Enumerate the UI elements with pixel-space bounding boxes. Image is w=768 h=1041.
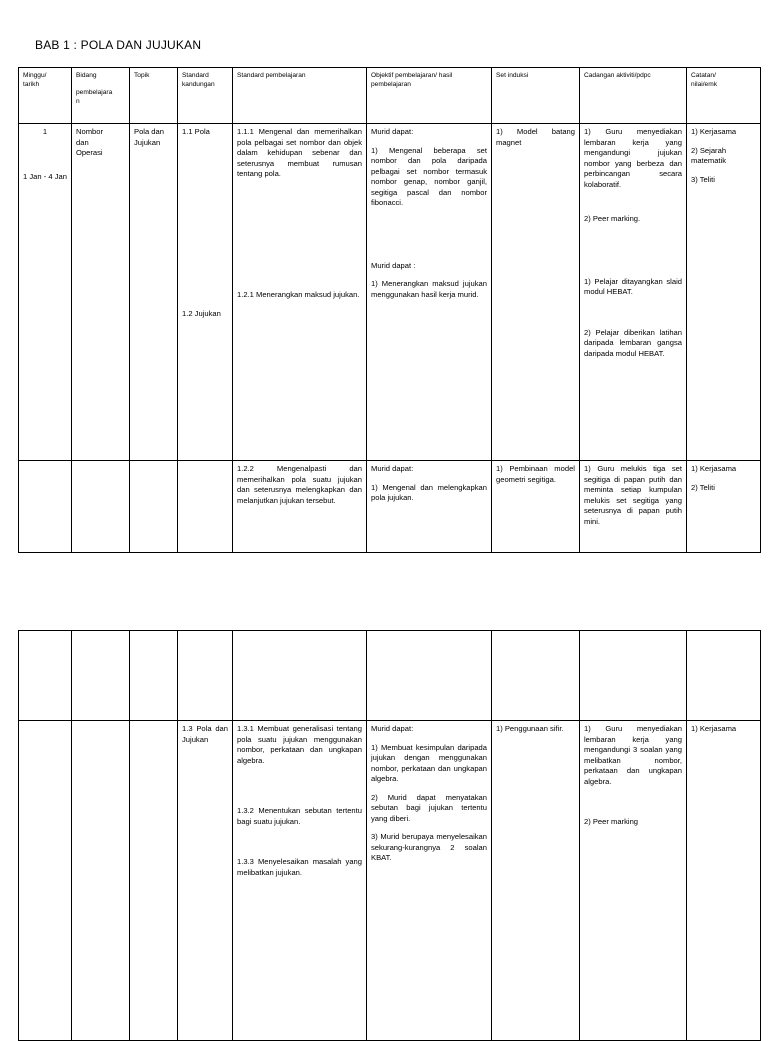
bidang-cell: Nombor dan Operasi: [72, 124, 130, 461]
cadangan-cell: 1) Guru menyediakan lembaran kerja yang mengandungi 3 soalan yang melibatkan nombor, perkataan dan ungkapan algebra. 2) Peer marking: [580, 721, 687, 1041]
objektif-cell: Murid dapat: 1) Mengenal beberapa set nombor dan pola daripada pelbagai set nombor termasuk nombor genap, nombor ganjil, segitiga pascal dan nombor fibonacci. Murid dapat : 1) Menerangkan maksud jujukan menggunakan hasil kerja murid.: [367, 124, 492, 461]
catatan-cell: 1) Kerjasama: [687, 721, 761, 1041]
table-row: [19, 124, 761, 461]
page-title: BAB 1 : POLA DAN JUJUKAN: [35, 38, 202, 52]
standard-pembelajaran-cell: 1.2.2 Mengenalpasti dan memerihalkan pola suatu jujukan dan seterusnya melengkapkan dan melanjutkan jujukan tersebut.: [233, 461, 367, 553]
header-minggu: Minggu/ tarikh: [19, 68, 72, 124]
standard-pembelajaran-cell: 1.1.1 Mengenal dan memerihalkan pola pelbagai set nombor dan objek dalam kehidupan sebenar dan seterusnya membuat rumusan tentang pola. 1.2.1 Menerangkan maksud jujukan.: [233, 124, 367, 461]
week-cell: 1 1 Jan - 4 Jan: [19, 124, 72, 461]
standard-kandungan-cell: 1.3 Pola dan Jujukan: [178, 721, 233, 1041]
table-row: [19, 721, 761, 1041]
standard-kandungan-cell: 1.1 Pola 1.2 Jujukan: [178, 124, 233, 461]
header-topik: Topik: [130, 68, 178, 124]
empty-row: [19, 631, 761, 721]
catatan-cell: 1) Kerjasama 2) Teliti: [687, 461, 761, 553]
cadangan-cell: 1) Guru melukis tiga set segitiga di papan putih dan meminta setiap kumpulan melukis set segitiga yang seterusnya di papan putih mini.: [580, 461, 687, 553]
header-bidang: Bidang pembelajara n: [72, 68, 130, 124]
header-standard-pembelajaran: Standard pembelajaran: [233, 68, 367, 124]
header-cadangan: Cadangan aktiviti/pdpc: [580, 68, 687, 124]
header-standard-kandungan: Standard kandungan: [178, 68, 233, 124]
set-induksi-cell: 1) Model batang magnet: [492, 124, 580, 461]
lesson-plan-table: [18, 67, 761, 553]
header-catatan: Catatan/ nilai/emk: [687, 68, 761, 124]
set-induksi-cell: 1) Pembinaan model geometri segitiga.: [492, 461, 580, 553]
catatan-cell: 1) Kerjasama 2) Sejarah matematik 3) Teliti: [687, 124, 761, 461]
lesson-plan-table-continued: [18, 630, 761, 1041]
standard-pembelajaran-cell: 1.3.1 Membuat generalisasi tentang pola suatu jujukan menggunakan nombor, perkataan dan ungkapan algebra. 1.3.2 Menentukan sebutan tertentu bagi suatu jujukan. 1.3.3 Menyelesaikan masalah yang melibatkan jujukan.: [233, 721, 367, 1041]
header-row: [19, 68, 761, 124]
cadangan-cell: 1) Guru menyediakan lembaran kerja yang mengandungi jujukan nombor yang berbeza dan perbincangan secara kolaboratif. 2) Peer marking. 1) Pelajar ditayangkan slaid modul HEBAT. 2) Pelajar diberikan latihan daripada lembaran gangsa daripada modul HEBAT.: [580, 124, 687, 461]
objektif-cell: Murid dapat: 1) Membuat kesimpulan daripada jujukan dengan menggunakan nombor, perkataan dan ungkapan algebra. 2) Murid dapat menyatakan sebutan bagi jujukan tertentu yang diberi. 3) Murid berupaya menyelesaikan sekurang-kurangnya 2 soalan KBAT.: [367, 721, 492, 1041]
table-row: [19, 461, 761, 553]
topik-cell: Pola dan Jujukan: [130, 124, 178, 461]
set-induksi-cell: 1) Penggunaan sifir.: [492, 721, 580, 1041]
header-set-induksi: Set induksi: [492, 68, 580, 124]
header-objektif: Objektif pembelajaran/ hasil pembelajaran: [367, 68, 492, 124]
objektif-cell: Murid dapat: 1) Mengenal dan melengkapkan pola jujukan.: [367, 461, 492, 553]
